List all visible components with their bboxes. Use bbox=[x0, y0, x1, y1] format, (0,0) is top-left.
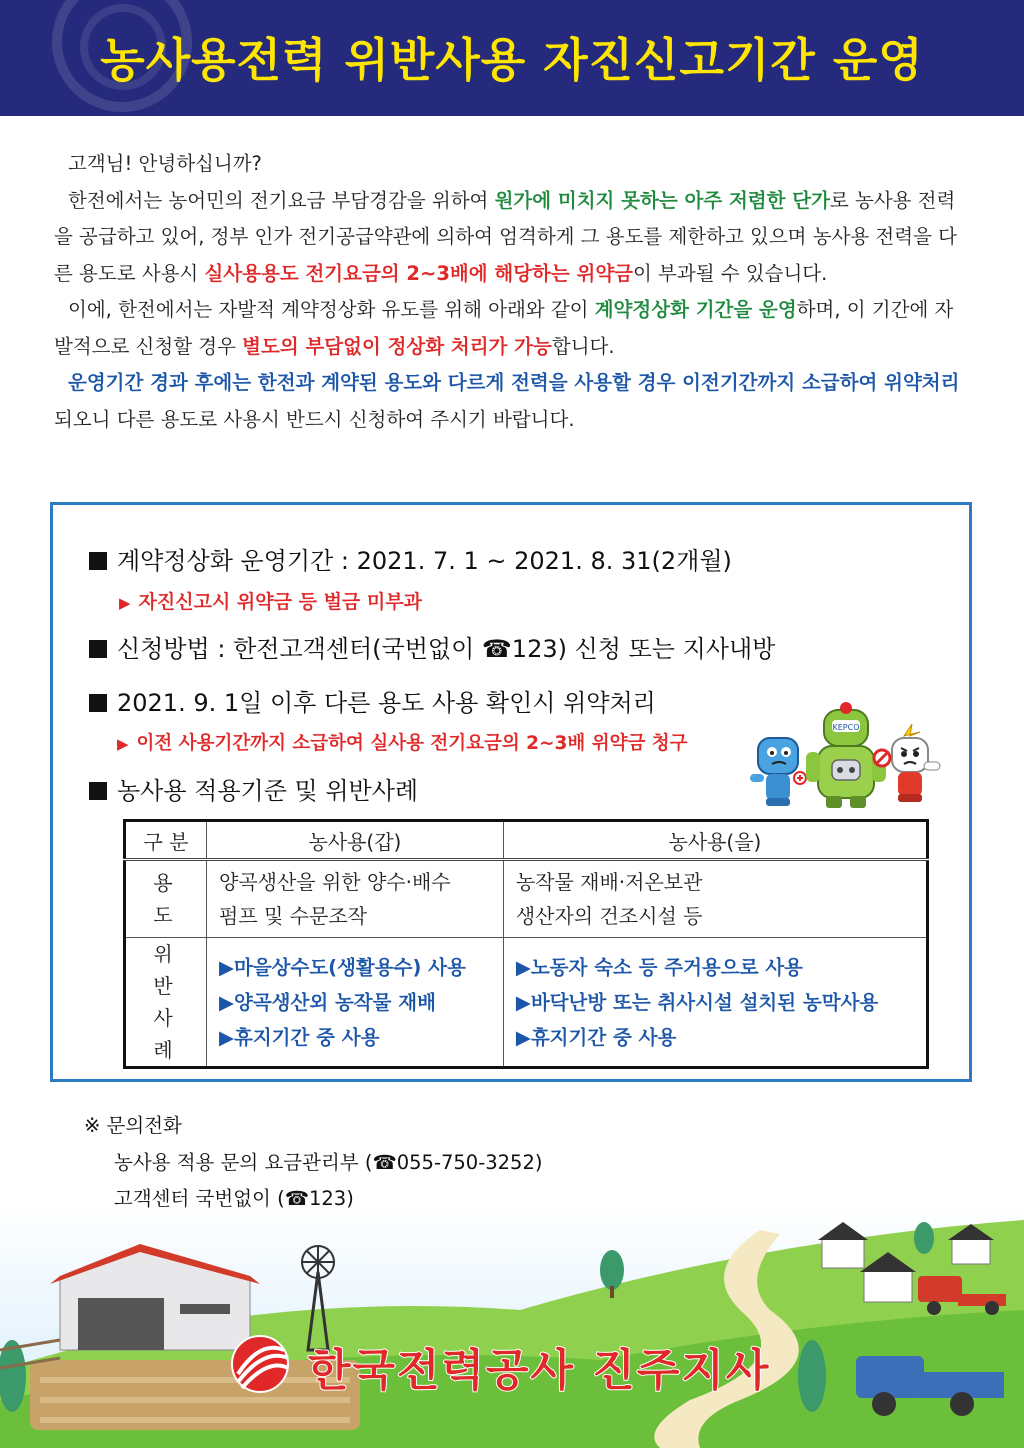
page-title: 농사용전력 위반사용 자진신고기간 운영 bbox=[100, 33, 924, 87]
table-cell bbox=[503, 860, 927, 938]
bullet-square-icon bbox=[89, 782, 107, 800]
bullet-square-icon bbox=[89, 640, 107, 658]
p2-text-b: 하며, 이 기간에 자발적으로 신청할 경우 bbox=[54, 298, 954, 358]
farm-scenery-background bbox=[0, 1200, 1024, 1448]
sub-retroactive-charge bbox=[117, 729, 688, 755]
sub-no-penalty-text: 자진신고시 위약금 등 벌금 미부과 bbox=[138, 591, 422, 613]
bullet-apply-method-text: 신청방법 : 한전고객센터(국번없이 ☎123) 신청 또는 지사내방 bbox=[117, 635, 776, 663]
sub-retroactive-charge-text: 이전 사용기간까지 소급하여 실사용 전기요금의 2~3배 위약금 청구 bbox=[136, 733, 688, 754]
table-header: 농사용(을) bbox=[503, 821, 927, 860]
bullet-penalty-date bbox=[89, 683, 656, 718]
table-header-row bbox=[125, 821, 928, 860]
row-label-violation bbox=[125, 938, 207, 1068]
triangle-right-icon: ▶ bbox=[117, 735, 129, 753]
row-label-use: 용 도 bbox=[125, 860, 207, 938]
contact-line-customer-center: 고객센터 국번없이 (☎123) bbox=[114, 1187, 354, 1210]
mascot-white bbox=[874, 724, 940, 802]
label-line: 사 례 bbox=[153, 1006, 179, 1062]
mascot-blue bbox=[750, 738, 806, 806]
p1-text-a: 한전에서는 농어민의 전기요금 부담경감을 위하여 bbox=[68, 188, 495, 212]
intro-paragraph-1 bbox=[54, 183, 970, 293]
contact-info bbox=[84, 1108, 542, 1218]
cell-line: 생산자의 건조시설 등 bbox=[515, 904, 703, 928]
label-line: 위 반 bbox=[153, 942, 179, 998]
kepco-logo-icon bbox=[224, 1334, 296, 1394]
bullet-operation-period bbox=[89, 541, 732, 576]
violation-item: ▶마을상수도(생활용수) 사용 bbox=[219, 955, 466, 979]
greeting: 고객님! 안녕하십니까? bbox=[68, 152, 262, 175]
violation-item: ▶바닥난방 또는 취사시설 설치된 농막사용 bbox=[515, 990, 879, 1014]
p1-highlight-penalty: 실사용용도 전기요금의 2~3배에 해당하는 위약금 bbox=[204, 261, 634, 285]
table-cell bbox=[503, 938, 927, 1068]
kepco-mascots-illustration bbox=[736, 702, 946, 814]
p3-text-b: 되오니 다른 용도로 사용시 반드시 신청하여 주시기 바랍니다. bbox=[54, 407, 575, 431]
violation-item: ▶휴지기간 중 사용 bbox=[219, 1025, 380, 1049]
header-banner bbox=[0, 0, 1024, 116]
intro-paragraph-2 bbox=[54, 292, 970, 365]
p2-text-a: 이에, 한전에서는 자발적 계약정상화 유도를 위해 아래와 같이 bbox=[68, 298, 595, 321]
table-cell bbox=[207, 938, 504, 1068]
cell-line: 농작물 재배·저온보관 bbox=[515, 870, 703, 894]
table-header: 구 분 bbox=[125, 821, 207, 860]
branch-name: 한국전력공사 진주지사 bbox=[308, 1345, 771, 1396]
bullet-criteria-text: 농사용 적용기준 및 위반사례 bbox=[117, 777, 419, 805]
p1-highlight-low-price: 원가에 미치지 못하는 아주 저렴한 단가 bbox=[494, 188, 830, 212]
intro-text bbox=[54, 146, 970, 438]
bullet-criteria bbox=[89, 771, 418, 806]
bullet-penalty-date-text: 2021. 9. 1일 이후 다른 용도 사용 확인시 위약처리 bbox=[117, 689, 656, 717]
p2-text-c: 합니다. bbox=[551, 334, 615, 358]
table-row bbox=[125, 938, 928, 1068]
p1-text-b: 로 농사용 전력을 공급하고 있어, 정부 인가 전기공급약관에 의하여 엄격하게 그 용도를 제한하고 있으며 농사용 전력을 다른 용도로 사용시 bbox=[54, 188, 957, 285]
table-row bbox=[125, 860, 928, 938]
table-header: 농사용(갑) bbox=[207, 821, 504, 860]
cell-line: 양곡생산을 위한 양수·배수 bbox=[219, 870, 451, 894]
violation-item: ▶노동자 숙소 등 주거용으로 사용 bbox=[515, 955, 803, 979]
intro-paragraph-3 bbox=[54, 365, 970, 438]
bullet-operation-period-text: 계약정상화 운영기간 : 2021. 7. 1 ~ 2021. 8. 31(2개월) bbox=[117, 547, 732, 575]
triangle-right-icon: ▶ bbox=[119, 594, 131, 612]
p1-text-c: 이 부과될 수 있습니다. bbox=[633, 261, 828, 285]
violation-item: ▶양곡생산외 농작물 재배 bbox=[219, 990, 436, 1014]
bullet-apply-method bbox=[89, 629, 775, 664]
p2-highlight-no-burden: 별도의 부담없이 정상화 처리가 가능 bbox=[242, 334, 552, 358]
p2-highlight-period: 계약정상화 기간을 운영 bbox=[594, 298, 797, 321]
bullet-square-icon bbox=[89, 552, 107, 570]
cell-line: 펌프 및 수문조작 bbox=[219, 904, 367, 928]
violation-item: ▶휴지기간 중 사용 bbox=[515, 1025, 677, 1049]
mascot-badge-text: KEPCO bbox=[832, 723, 860, 732]
kepco-logo bbox=[224, 1334, 814, 1394]
contact-line-billing: 농사용 적용 문의 요금관리부 (☎055-750-3252) bbox=[114, 1150, 543, 1174]
sub-no-penalty bbox=[119, 587, 422, 614]
table-cell bbox=[207, 860, 504, 938]
contact-title: ※ 문의전화 bbox=[84, 1114, 182, 1137]
p3-highlight-retroactive: 운영기간 경과 후에는 한전과 계약된 용도와 다르게 전력을 사용할 경우 이전기간까지 소급하여 위약처리 bbox=[68, 371, 960, 394]
bullet-square-icon bbox=[89, 694, 107, 712]
criteria-table bbox=[123, 819, 929, 1069]
